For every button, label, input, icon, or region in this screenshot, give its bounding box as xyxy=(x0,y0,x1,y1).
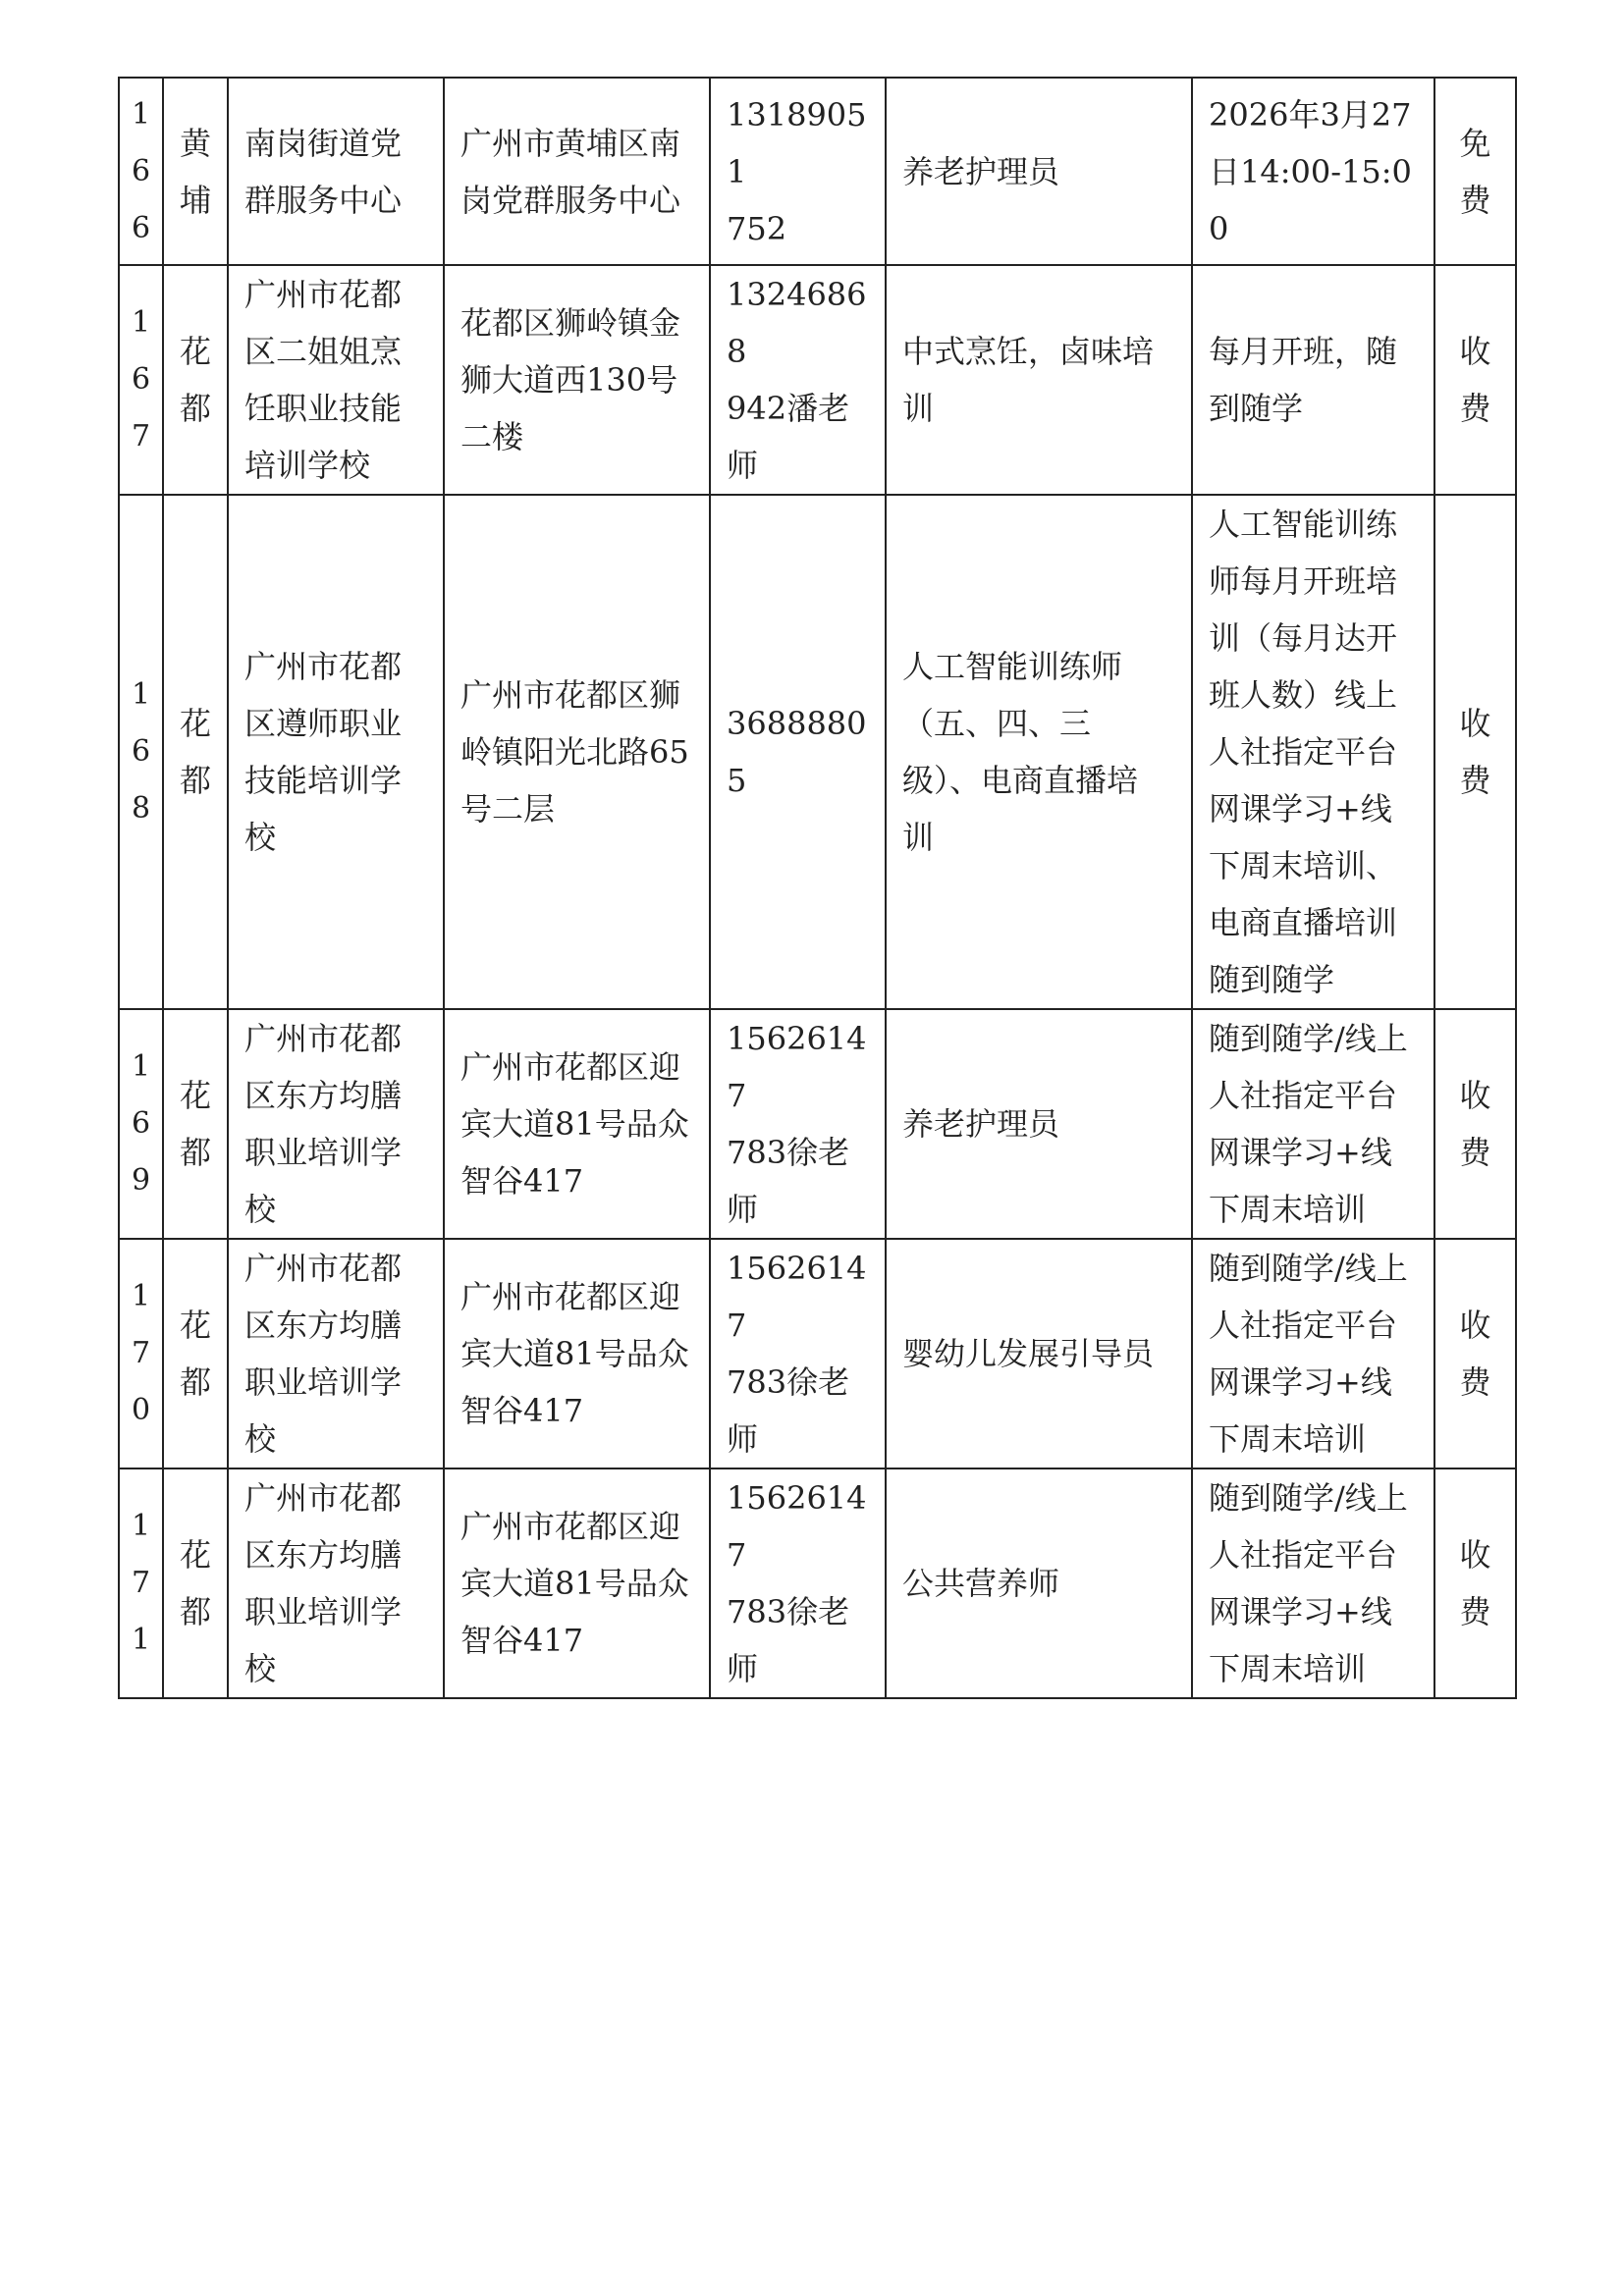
phone-line: 15626147 xyxy=(727,1250,867,1344)
schedule-line: 下周末培训 xyxy=(1209,1650,1367,1687)
institution-name-line: 校 xyxy=(244,1650,277,1687)
institution-name-line: 广州市花都 xyxy=(244,1020,403,1057)
phone-line: 13189051 xyxy=(727,95,867,190)
course-line: 中式烹饪，卤味培 xyxy=(902,333,1155,370)
phone-line: 15626147 xyxy=(727,1479,867,1574)
institution-name-line: 群服务中心 xyxy=(244,181,403,219)
institution-name-line: 区遵师职业 xyxy=(244,705,403,742)
row-number-digit: 7 xyxy=(131,1336,151,1370)
row-number-digit: 7 xyxy=(131,419,151,454)
training-institution-table xyxy=(118,77,1517,1699)
fee-status xyxy=(1445,695,1505,809)
schedule-line: 日14:00-15:00 xyxy=(1209,152,1412,247)
schedule-line: 人社指定平台 xyxy=(1209,1077,1398,1114)
institution-name-line: 区二姐姐烹 xyxy=(244,333,403,370)
schedule-line: 到随学 xyxy=(1209,390,1304,427)
schedule-line: 网课学习+线 xyxy=(1209,1593,1392,1630)
fee-char: 收 xyxy=(1459,1307,1491,1344)
phone-line: 13246868 xyxy=(727,276,867,370)
course-line: 级）、电商直播培 xyxy=(902,762,1139,799)
address-cell xyxy=(444,495,710,1009)
address-line: 宾大道81号品众 xyxy=(460,1105,689,1143)
schedule-line: 网课学习+线 xyxy=(1209,1363,1392,1401)
row-number-cell xyxy=(119,495,163,1009)
row-number xyxy=(120,294,162,465)
row-number-digit: 6 xyxy=(131,362,151,397)
address-line: 智谷417 xyxy=(460,1162,584,1200)
institution-name-cell xyxy=(228,1239,444,1468)
row-number-digit: 8 xyxy=(131,791,151,826)
row-number-cell xyxy=(119,1009,163,1239)
row-number-cell xyxy=(119,265,163,495)
address-line: 智谷417 xyxy=(460,1622,584,1659)
schedule-line: 人工智能训练 xyxy=(1209,506,1398,543)
address-line: 宾大道81号品众 xyxy=(460,1565,689,1602)
schedule-line: 下周末培训 xyxy=(1209,1191,1367,1228)
row-number-digit: 6 xyxy=(131,734,151,769)
fee-status xyxy=(1445,323,1505,437)
fee-char: 费 xyxy=(1459,1593,1491,1630)
address-line: 岭镇阳光北路65 xyxy=(460,733,689,771)
fee-char: 收 xyxy=(1459,705,1491,742)
address-line: 广州市花都区狮 xyxy=(460,676,681,714)
institution-name-cell xyxy=(228,1009,444,1239)
address-line: 岗党群服务中心 xyxy=(460,181,681,219)
institution-name-line: 区东方均膳 xyxy=(244,1307,403,1344)
fee-char: 免 xyxy=(1459,124,1491,162)
institution-name-cell xyxy=(228,1468,444,1698)
institution-name-line: 校 xyxy=(244,819,277,856)
table-row xyxy=(119,1239,1516,1468)
row-number-digit: 1 xyxy=(131,1049,151,1084)
fee-cell xyxy=(1434,1009,1516,1239)
fee-char: 收 xyxy=(1459,333,1491,370)
district-char: 花 xyxy=(179,1536,211,1574)
fee-char: 费 xyxy=(1459,390,1491,427)
institution-name-line: 校 xyxy=(244,1191,277,1228)
phone-cell xyxy=(710,495,886,1009)
phone-line: 752 xyxy=(727,209,787,247)
schedule-line: 网课学习+线 xyxy=(1209,1134,1392,1171)
district-char: 都 xyxy=(179,1363,211,1401)
institution-name-line: 职业培训学 xyxy=(244,1363,403,1401)
district-char: 都 xyxy=(179,1134,211,1171)
district-char: 都 xyxy=(179,390,211,427)
district-cell xyxy=(163,1239,228,1468)
district-char: 花 xyxy=(179,1307,211,1344)
phone-line: 783徐老 xyxy=(727,1363,850,1401)
schedule-line: 2026年3月27 xyxy=(1209,95,1412,133)
fee-char: 费 xyxy=(1459,762,1491,799)
address-line: 狮大道西130号 xyxy=(460,361,678,399)
table-row xyxy=(119,495,1516,1009)
course-line: （五、四、三 xyxy=(902,705,1092,742)
institution-name-cell xyxy=(228,495,444,1009)
course-line: 公共营养师 xyxy=(902,1565,1060,1602)
course-cell xyxy=(886,1468,1192,1698)
phone-line: 师 xyxy=(727,1191,759,1228)
institution-name-line: 职业培训学 xyxy=(244,1134,403,1171)
course-line: 养老护理员 xyxy=(902,1105,1060,1143)
schedule-cell xyxy=(1192,1468,1434,1698)
fee-cell xyxy=(1434,1468,1516,1698)
district-char: 花 xyxy=(179,333,211,370)
phone-line: 783徐老 xyxy=(727,1134,850,1171)
schedule-cell xyxy=(1192,1009,1434,1239)
fee-char: 费 xyxy=(1459,181,1491,219)
fee-cell xyxy=(1434,1239,1516,1468)
course-cell xyxy=(886,78,1192,265)
fee-char: 收 xyxy=(1459,1077,1491,1114)
table-row xyxy=(119,265,1516,495)
row-number-digit: 7 xyxy=(131,1566,151,1600)
schedule-line: 随到随学/线上 xyxy=(1209,1250,1408,1287)
phone-line: 师 xyxy=(727,1420,759,1458)
address-line: 花都区狮岭镇金 xyxy=(460,304,681,342)
schedule-cell xyxy=(1192,265,1434,495)
institution-name-line: 区东方均膳 xyxy=(244,1536,403,1574)
row-number xyxy=(120,86,162,257)
address-line: 宾大道81号品众 xyxy=(460,1335,689,1372)
schedule-cell xyxy=(1192,495,1434,1009)
address-line: 广州市花都区迎 xyxy=(460,1048,681,1086)
phone-cell xyxy=(710,1468,886,1698)
institution-name-line: 南岗街道党 xyxy=(244,124,403,162)
row-number-digit: 1 xyxy=(131,677,151,712)
fee-cell xyxy=(1434,78,1516,265)
district-name xyxy=(174,1067,217,1181)
row-number-digit: 1 xyxy=(131,305,151,340)
course-cell xyxy=(886,1009,1192,1239)
fee-status xyxy=(1445,1067,1505,1181)
fee-cell xyxy=(1434,265,1516,495)
schedule-cell xyxy=(1192,78,1434,265)
fee-char: 收 xyxy=(1459,1536,1491,1574)
row-number xyxy=(120,1268,162,1439)
district-name xyxy=(174,1526,217,1640)
schedule-line: 师每月开班培 xyxy=(1209,562,1398,600)
institution-name-line: 技能培训学 xyxy=(244,762,403,799)
schedule-line: 训（每月达开 xyxy=(1209,619,1398,657)
phone-cell xyxy=(710,265,886,495)
course-line: 训 xyxy=(902,390,935,427)
institution-name-line: 广州市花都 xyxy=(244,276,403,313)
district-char: 都 xyxy=(179,762,211,799)
row-number-digit: 6 xyxy=(131,210,151,245)
row-number-digit: 1 xyxy=(131,1623,151,1657)
course-line: 人工智能训练师 xyxy=(902,648,1123,685)
schedule-cell xyxy=(1192,1239,1434,1468)
row-number-digit: 1 xyxy=(131,1509,151,1543)
district-cell xyxy=(163,78,228,265)
row-number-digit: 9 xyxy=(131,1163,151,1198)
row-number-digit: 0 xyxy=(131,1393,151,1427)
row-number-cell xyxy=(119,1239,163,1468)
schedule-line: 下周末培训 xyxy=(1209,1420,1367,1458)
fee-cell xyxy=(1434,495,1516,1009)
institution-name-line: 广州市花都 xyxy=(244,648,403,685)
fee-char: 费 xyxy=(1459,1363,1491,1401)
row-number-digit: 1 xyxy=(131,96,151,132)
address-line: 号二层 xyxy=(460,790,556,828)
fee-char: 费 xyxy=(1459,1134,1491,1171)
course-cell xyxy=(886,1239,1192,1468)
row-number-digit: 6 xyxy=(131,1106,151,1141)
table-row xyxy=(119,1468,1516,1698)
address-line: 二楼 xyxy=(460,418,524,455)
district-name xyxy=(174,1297,217,1411)
course-line: 训 xyxy=(902,819,935,856)
phone-cell xyxy=(710,78,886,265)
phone-line: 942潘老 xyxy=(727,390,850,427)
course-line: 婴幼儿发展引导员 xyxy=(902,1335,1155,1372)
institution-name-line: 广州市花都 xyxy=(244,1479,403,1517)
row-number xyxy=(120,667,162,837)
fee-status xyxy=(1445,1297,1505,1411)
phone-line: 783徐老 xyxy=(727,1593,850,1630)
row-number-digit: 6 xyxy=(131,153,151,188)
district-cell xyxy=(163,1468,228,1698)
course-cell xyxy=(886,495,1192,1009)
phone-line: 师 xyxy=(727,447,759,484)
table-row xyxy=(119,78,1516,265)
fee-status xyxy=(1445,115,1505,229)
institution-name-line: 校 xyxy=(244,1420,277,1458)
address-line: 广州市黄埔区南 xyxy=(460,124,681,162)
institution-name-line: 区东方均膳 xyxy=(244,1077,403,1114)
district-char: 花 xyxy=(179,705,211,742)
schedule-line: 班人数）线上 xyxy=(1209,676,1398,714)
row-number xyxy=(120,1039,162,1209)
schedule-line: 每月开班，随 xyxy=(1209,333,1398,370)
row-number-digit: 1 xyxy=(131,1279,151,1313)
phone-cell xyxy=(710,1009,886,1239)
course-cell xyxy=(886,265,1192,495)
district-name xyxy=(174,115,217,229)
institution-name-line: 职业培训学 xyxy=(244,1593,403,1630)
row-number-cell xyxy=(119,1468,163,1698)
address-cell xyxy=(444,265,710,495)
schedule-line: 电商直播培训 xyxy=(1209,904,1398,941)
schedule-line: 随到随学 xyxy=(1209,961,1335,998)
institution-name-line: 培训学校 xyxy=(244,447,371,484)
row-number-cell xyxy=(119,78,163,265)
address-line: 智谷417 xyxy=(460,1392,584,1429)
address-line: 广州市花都区迎 xyxy=(460,1278,681,1315)
address-line: 广州市花都区迎 xyxy=(460,1508,681,1545)
table-row xyxy=(119,1009,1516,1239)
schedule-line: 下周末培训、 xyxy=(1209,847,1398,884)
schedule-line: 人社指定平台 xyxy=(1209,1536,1398,1574)
district-char: 花 xyxy=(179,1077,211,1114)
schedule-line: 随到随学/线上 xyxy=(1209,1479,1408,1517)
address-cell xyxy=(444,78,710,265)
address-cell xyxy=(444,1468,710,1698)
district-char: 都 xyxy=(179,1593,211,1630)
phone-line: 36888805 xyxy=(727,705,867,799)
phone-line: 师 xyxy=(727,1650,759,1687)
fee-status xyxy=(1445,1526,1505,1640)
row-number xyxy=(120,1498,162,1669)
schedule-line: 人社指定平台 xyxy=(1209,1307,1398,1344)
address-cell xyxy=(444,1009,710,1239)
district-char: 埔 xyxy=(179,181,211,219)
institution-name-cell xyxy=(228,265,444,495)
institution-name-cell xyxy=(228,78,444,265)
schedule-line: 随到随学/线上 xyxy=(1209,1020,1408,1057)
district-cell xyxy=(163,1009,228,1239)
district-cell xyxy=(163,265,228,495)
course-line: 养老护理员 xyxy=(902,152,1060,190)
district-char: 黄 xyxy=(179,124,211,162)
district-cell xyxy=(163,495,228,1009)
address-cell xyxy=(444,1239,710,1468)
schedule-line: 网课学习+线 xyxy=(1209,790,1392,828)
district-name xyxy=(174,323,217,437)
schedule-line: 人社指定平台 xyxy=(1209,733,1398,771)
institution-name-line: 广州市花都 xyxy=(244,1250,403,1287)
phone-line: 15626147 xyxy=(727,1020,867,1114)
phone-cell xyxy=(710,1239,886,1468)
institution-name-line: 饪职业技能 xyxy=(244,390,403,427)
district-name xyxy=(174,695,217,809)
